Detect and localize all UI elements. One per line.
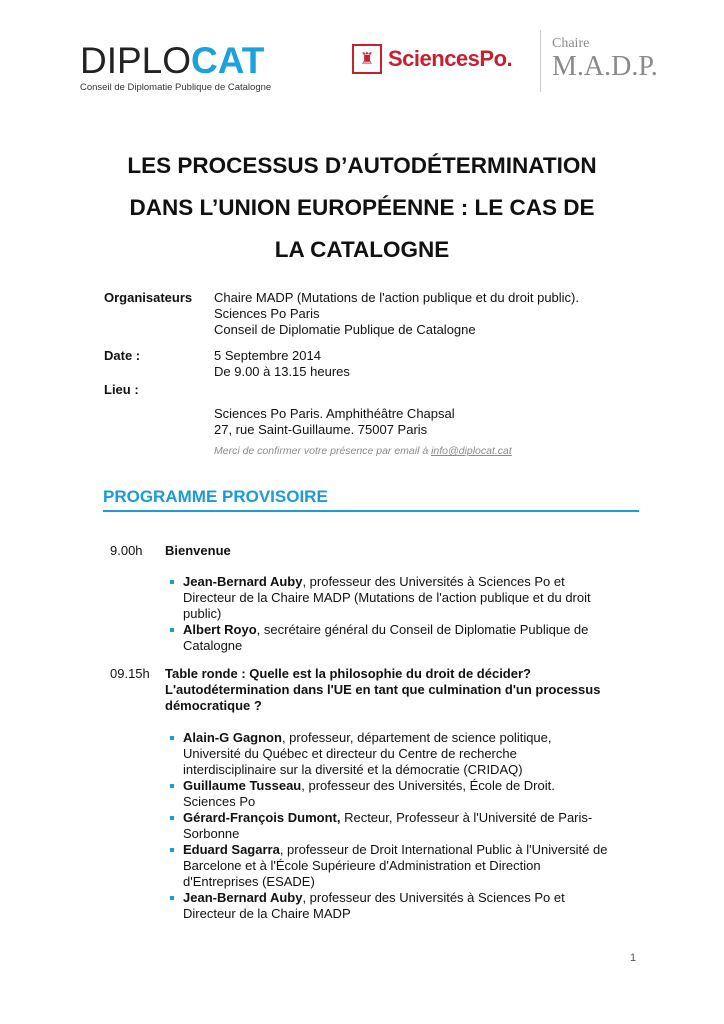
- rsvp-note: [214, 445, 512, 457]
- madp-logo: [552, 36, 658, 82]
- event-info: [104, 290, 579, 438]
- session-title: Table ronde : Quelle est la philosophie du droit de décider? L'autodétermination dans l'UE en tant que culmination d'un processus démocratique ?: [165, 666, 601, 713]
- speaker-list: [170, 730, 610, 922]
- time-value: De 9.00 à 13.15 heures: [214, 364, 350, 379]
- logo-subtitle: Conseil de Diplomatie Publique de Catalogne: [80, 82, 272, 93]
- organisateurs-label: Organisateurs: [104, 290, 193, 305]
- list-item: Guillaume Tusseau, professeur des Universités, École de Droit. Sciences Po: [170, 778, 610, 810]
- bullet-icon: [170, 784, 174, 788]
- date-label: Date :: [104, 348, 141, 363]
- organisateur: Sciences Po Paris: [214, 306, 320, 321]
- logo-word-bold: CAT: [191, 40, 265, 81]
- bullet-icon: [170, 816, 174, 820]
- lieu-value: Sciences Po Paris. Amphithéâtre Chapsal: [214, 406, 455, 421]
- document-title: [60, 145, 664, 271]
- diplocat-logo: [80, 42, 271, 93]
- organisateur: Chaire MADP (Mutations de l'action publique et du droit public).: [214, 290, 579, 305]
- logo-word: DIPLO: [80, 40, 192, 81]
- date-value: 5 Septembre 2014: [214, 348, 321, 363]
- title-line: LES PROCESSUS D’AUTODÉTERMINATION: [127, 153, 597, 178]
- bullet-icon: [170, 580, 174, 584]
- address-value: 27, rue Saint-Guillaume. 75007 Paris: [214, 422, 428, 437]
- title-line: DANS L’UNION EUROPÉENNE : LE CAS DE: [129, 195, 595, 220]
- bullet-icon: [170, 896, 174, 900]
- sciencespo-name: SciencesPo.: [388, 46, 513, 71]
- session-time: 9.00h: [110, 543, 143, 558]
- logo-divider: [540, 30, 541, 92]
- list-item: Jean-Bernard Auby, professeur des Universités à Sciences Po et Directeur de la Chaire MADP (Mutations de l'action publique et du droit public): [170, 574, 610, 622]
- madp-top: Chaire: [552, 36, 590, 51]
- list-item: Eduard Sagarra, professeur de Droit International Public à l'Université de Barcelone et à l'École Supérieure d'Administration et Direction d'Entreprises (ESADE): [170, 842, 610, 890]
- page-number: 1: [630, 952, 637, 964]
- list-item: Jean-Bernard Auby, professeur des Universités à Sciences Po et Directeur de la Chaire MADP: [170, 890, 610, 922]
- rsvp-text: Merci de confirmer votre présence par email à: [214, 445, 432, 457]
- heading-rule: [103, 510, 639, 512]
- list-item: Alain-G Gagnon, professeur, département de science politique, Université du Québec et directeur du Centre de recherche interdisciplinaire sur la diversité et la démocratie (CRIDAQ): [170, 730, 610, 778]
- session-title: Bienvenue: [165, 543, 231, 558]
- organisateur: Conseil de Diplomatie Publique de Catalogne: [214, 322, 476, 337]
- madp-name: M.A.D.P.: [552, 51, 658, 82]
- bullet-icon: [170, 628, 174, 632]
- crest-icon: ♜: [352, 44, 382, 74]
- lieu-label: Lieu :: [104, 382, 139, 397]
- email-link[interactable]: info@diplocat.cat: [431, 445, 512, 457]
- bullet-icon: [170, 848, 174, 852]
- session-time: 09.15h: [110, 666, 150, 681]
- list-item: Albert Royo, secrétaire général du Conseil de Diplomatie Publique de Catalogne: [170, 622, 610, 654]
- speaker-list: [170, 574, 610, 654]
- programme-heading: PROGRAMME PROVISOIRE: [103, 487, 328, 506]
- sciencespo-logo: [352, 44, 512, 74]
- list-item: Gérard-François Dumont, Recteur, Professeur à l'Université de Paris-Sorbonne: [170, 810, 610, 842]
- bullet-icon: [170, 736, 174, 740]
- title-line: LA CATALOGNE: [274, 237, 450, 262]
